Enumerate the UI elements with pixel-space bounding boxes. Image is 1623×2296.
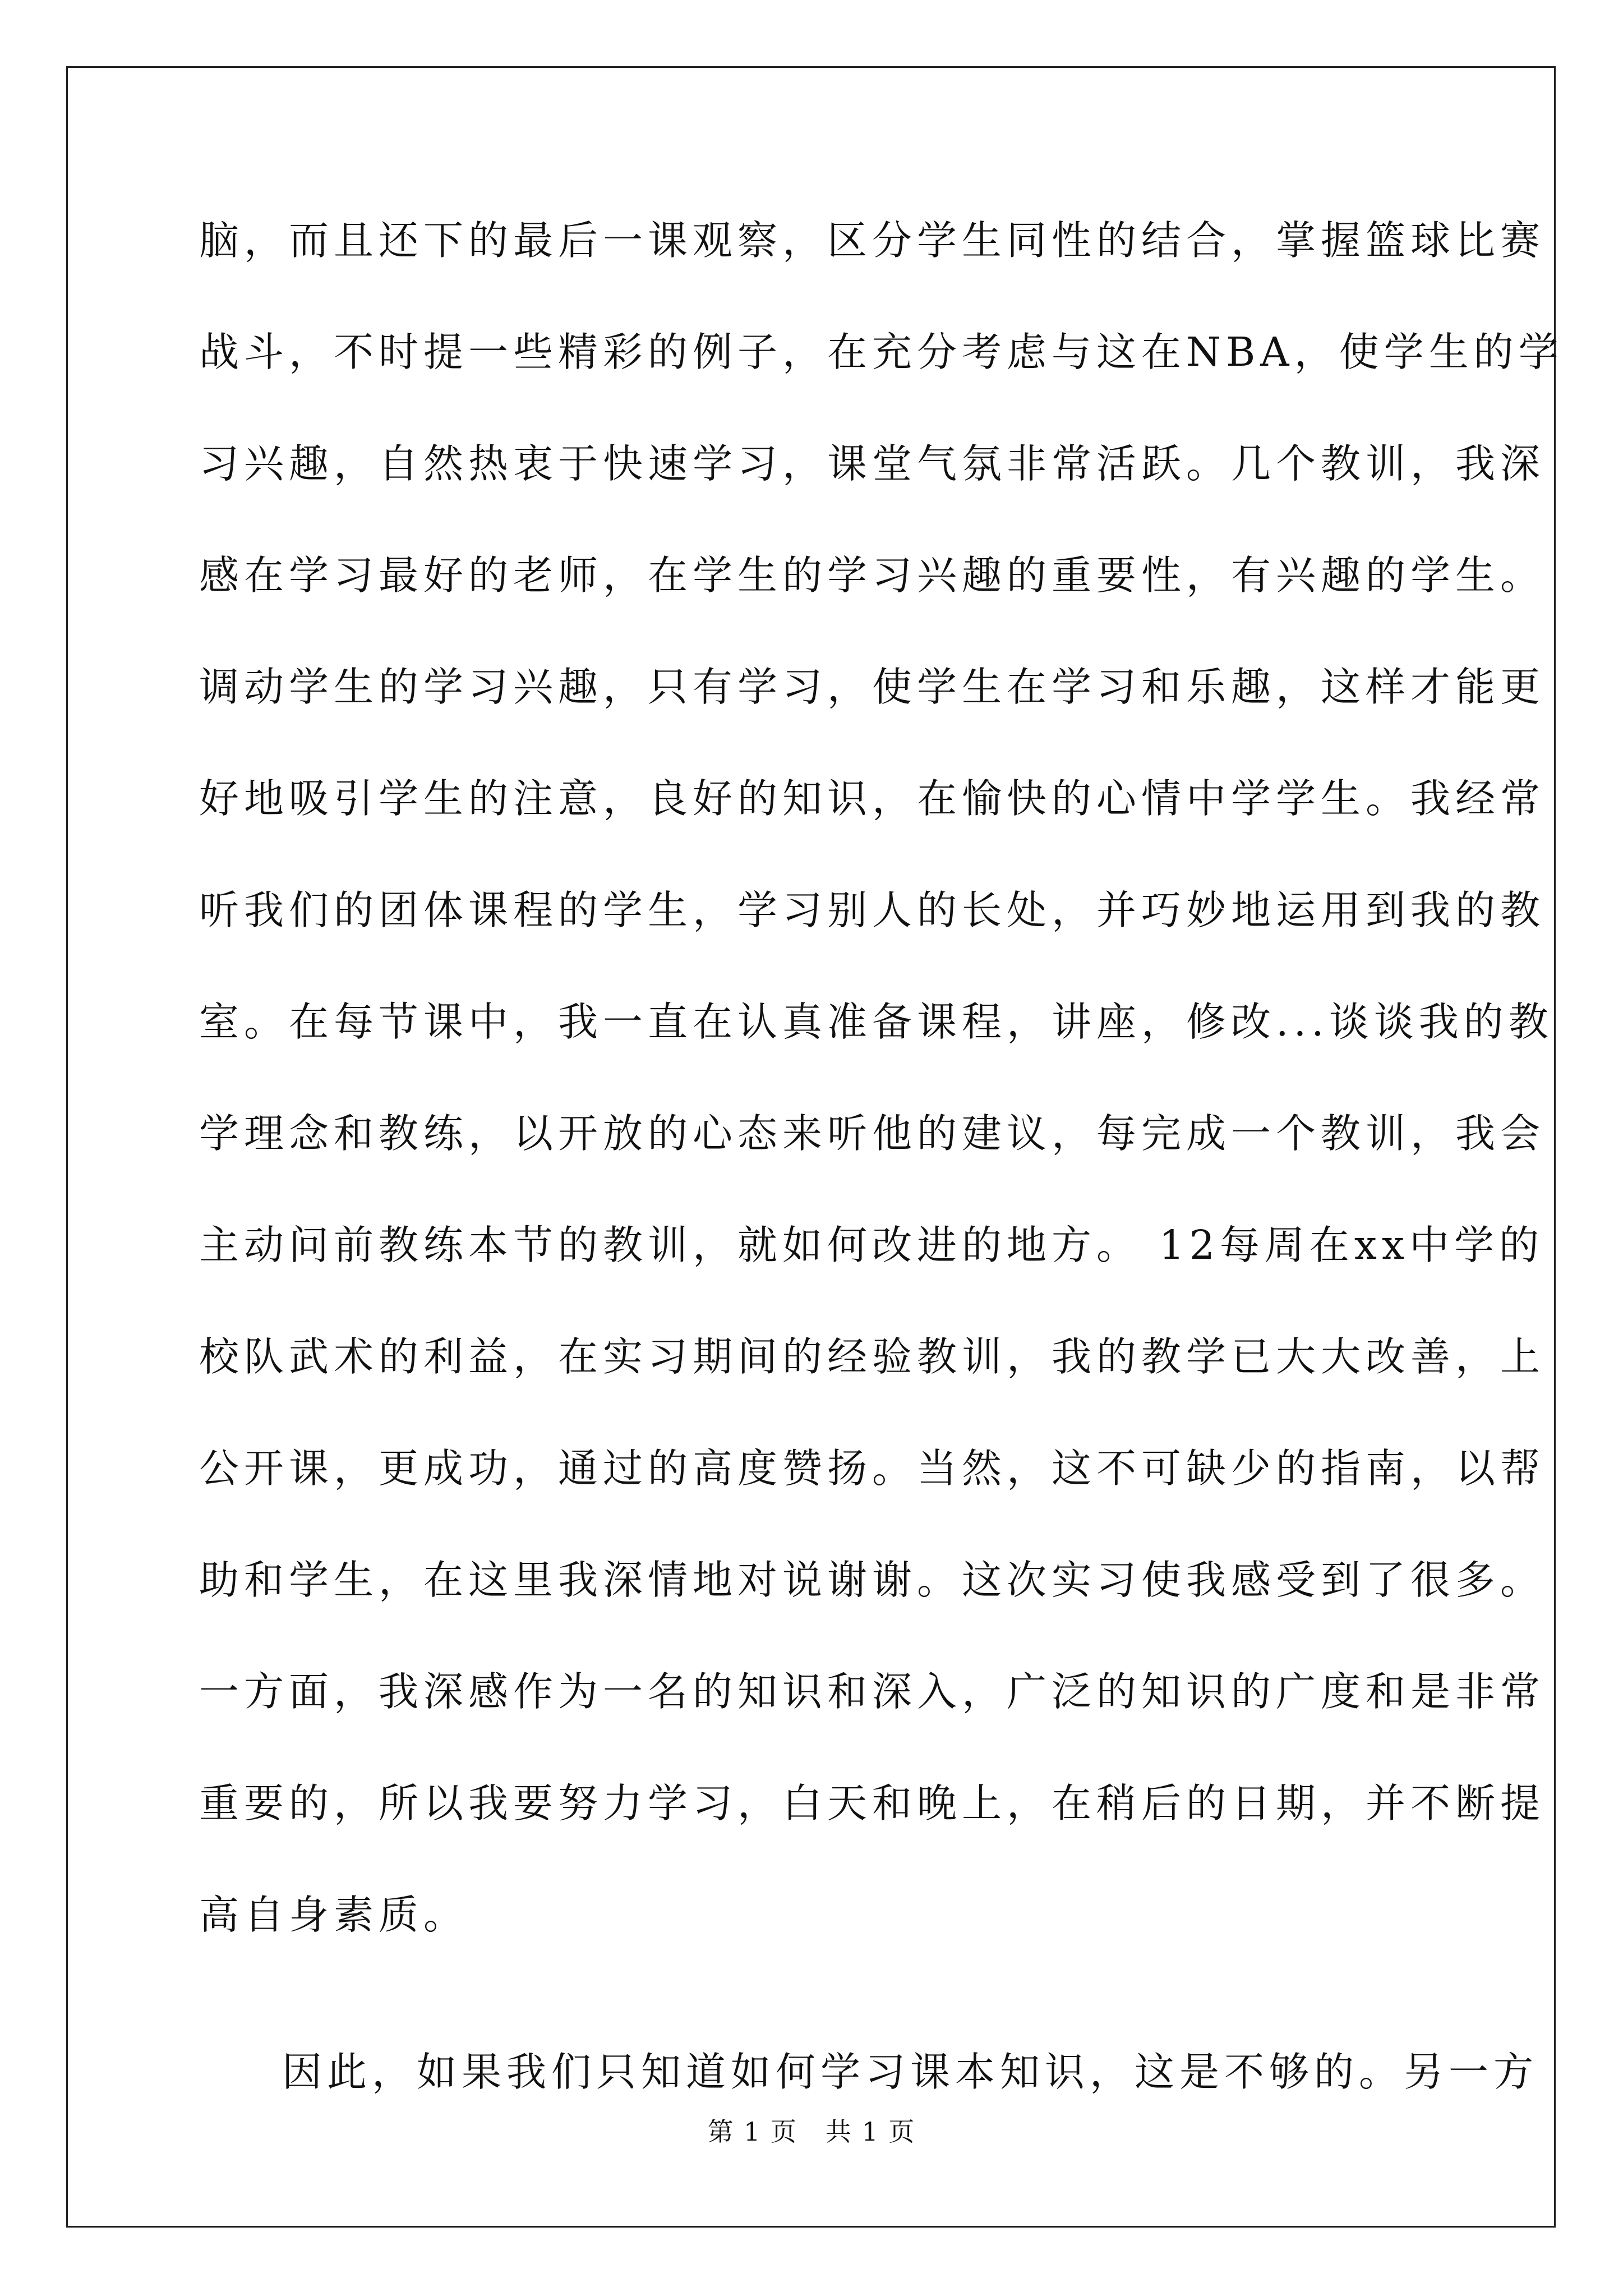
text-line: 室。在每节课中，我一直在认真准备课程，讲座，修改...谈谈我的教 [199,999,1553,1045]
text-line: 一方面，我深感作为一名的知识和深入，广泛的知识的广度和是非常 [199,1668,1546,1715]
text-line: 感在学习最好的老师，在学生的学习兴趣的重要性，有兴趣的学生。 [199,552,1546,599]
page-footer: 第 1 页 共 1 页 [707,2116,916,2147]
text-line: 听我们的团体课程的学生，学习别人的长处，并巧妙地运用到我的教 [199,887,1546,933]
text-line: 习兴趣，自然热衷于快速学习，课堂气氛非常活跃。几个教训，我深 [199,440,1546,487]
text-line: 公开课，更成功，通过的高度赞扬。当然，这不可缺少的指南，以帮 [199,1445,1546,1492]
text-line: 助和学生，在这里我深情地对说谢谢。这次实习使我感受到了很多。 [199,1557,1546,1603]
text-line: 校队武术的利益，在实习期间的经验教训，我的教学已大大改善，上 [199,1333,1546,1380]
text-line: 高自身素质。 [199,1892,469,1938]
text-line: 主动问前教练本节的教训，就如何改进的地方。 12每周在xx中学的 [199,1222,1544,1268]
text-line: 学理念和教练，以开放的心态来听他的建议，每完成一个教训，我会 [199,1110,1546,1157]
paragraph-2-first-line: 因此，如果我们只知道如何学习课本知识，这是不够的。另一方 [282,2049,1539,2095]
text-line: 好地吸引学生的注意，良好的知识，在愉快的心情中学学生。我经常 [199,775,1546,822]
text-line: 脑，而且还下的最后一课观察，区分学生同性的结合，掌握篮球比赛 [199,217,1546,264]
document-body [199,208,1564,2151]
paragraph-gap [199,1994,1433,2039]
text-line: 战斗，不时提一些精彩的例子，在充分考虑与这在NBA，使学生的学 [199,329,1564,375]
text-line: 重要的，所以我要努力学习，白天和晚上，在稍后的日期，并不断提 [199,1780,1546,1826]
text-line: 调动学生的学习兴趣，只有学习，使学生在学习和乐趣，这样才能更 [199,664,1546,710]
